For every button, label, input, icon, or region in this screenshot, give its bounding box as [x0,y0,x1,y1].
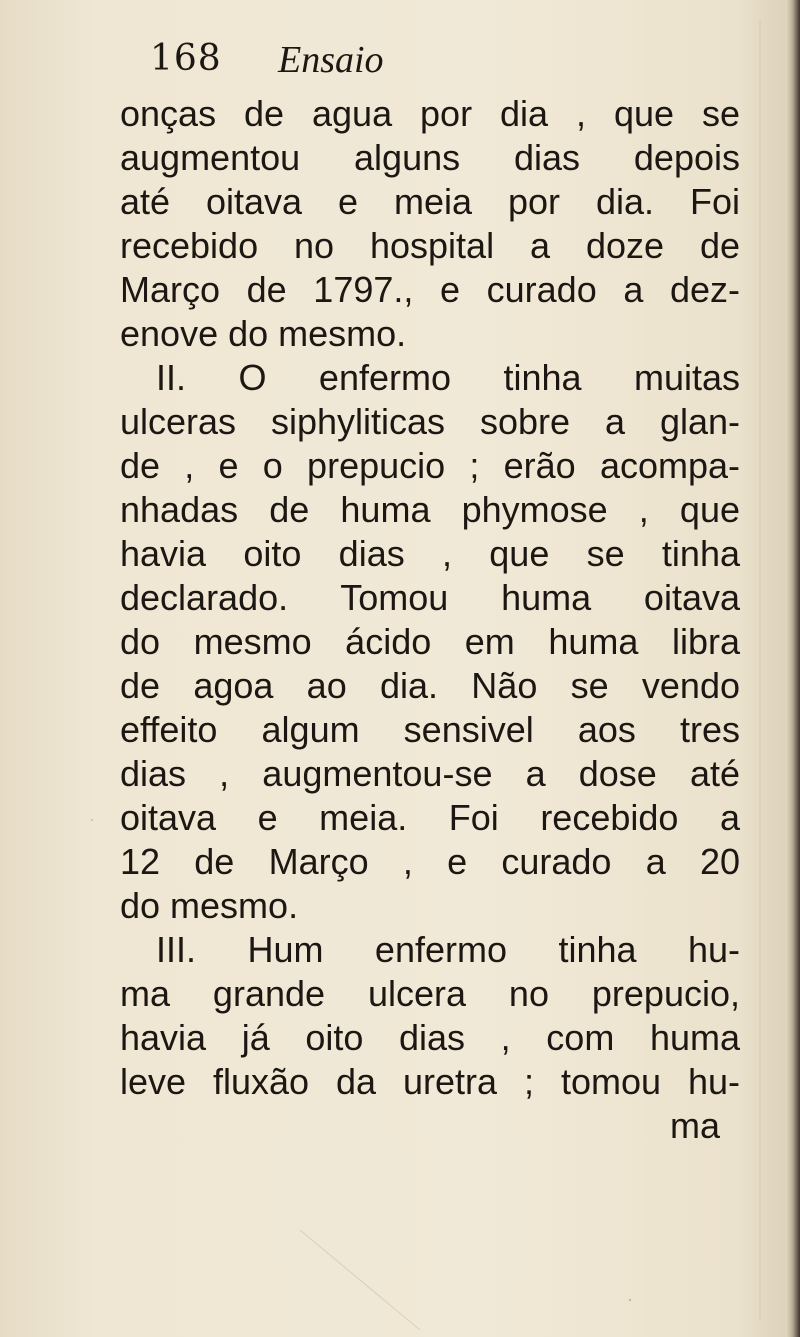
text-line: effeito algum sensivel aos tres [120,709,740,750]
page-number: 168 [150,38,222,79]
text-line: de , e o prepucio ; erão acompa- [120,445,740,486]
text-line: enove do mesmo. [120,313,407,354]
text-line: dias , augmentou-se a dose até [120,753,740,794]
text-line: havia já oito dias , com huma [120,1017,740,1058]
text-line: ulceras siphyliticas sobre a glan- [120,401,740,442]
text-line: nhadas de huma phymose , que [120,489,740,530]
text-line: II. O enfermo tinha muitas [156,357,740,398]
text-line: até oitava e meia por dia. Foi [120,181,740,222]
catchword: ma [669,1105,720,1146]
text-line: havia oito dias , que se tinha [120,533,740,574]
page-edge-shadow [786,0,800,1337]
text-line: do mesmo ácido em huma libra [120,621,740,662]
text-line: onças de agua por dia , que se [120,93,740,134]
text-line: 12 de Março , e curado a 20 [120,841,740,882]
text-line: recebido no hospital a doze de [120,225,740,266]
text-line: de agoa ao dia. Não se vendo [120,665,740,706]
text-line: ma grande ulcera no prepucio, [120,973,740,1014]
running-title: Ensaio [278,39,384,81]
text-line: augmentou alguns dias depois [120,137,740,178]
text-line: leve fluxão da uretra ; tomou hu- [120,1061,740,1102]
text-line: oitava e meia. Foi recebido a [120,797,740,838]
running-head [150,38,610,86]
text-line: III. Hum enfermo tinha hu- [156,929,740,970]
text-line: do mesmo. [120,885,299,926]
text-line: Março de 1797., e curado a dez- [120,269,740,310]
body-text [120,92,740,1148]
text-line: declarado. Tomou huma oitava [120,577,740,618]
